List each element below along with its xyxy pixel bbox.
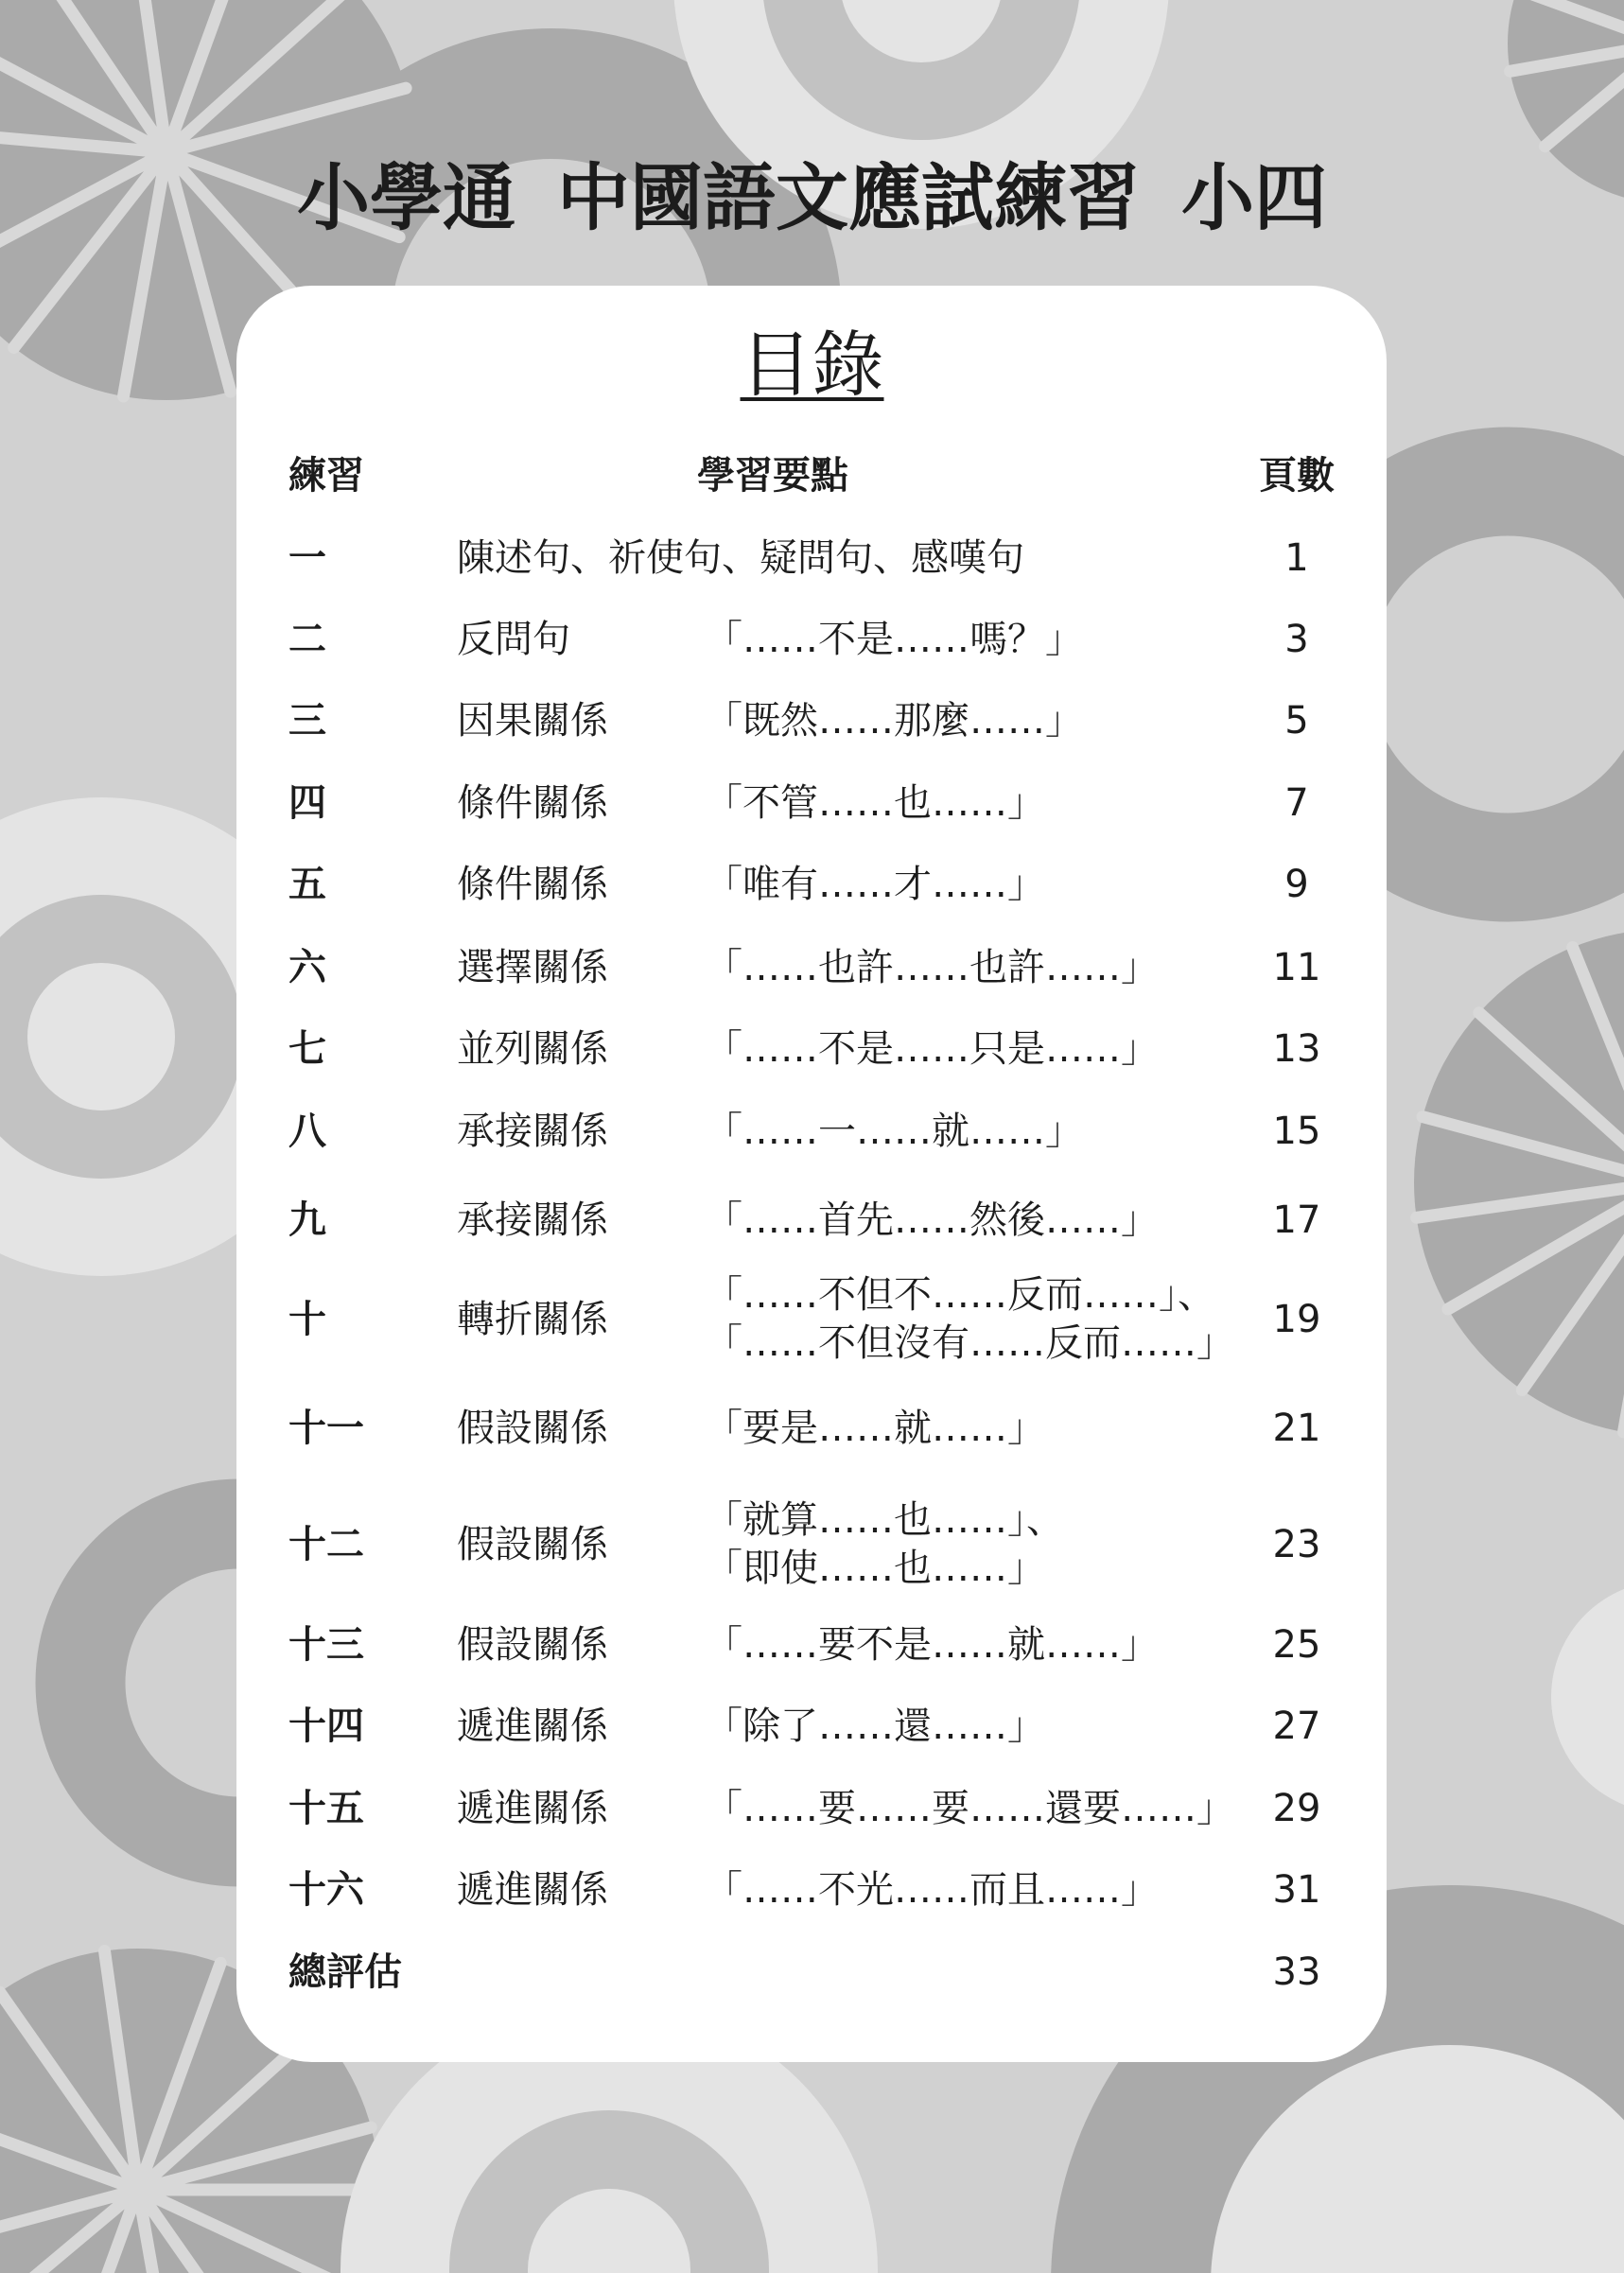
exercise-label: 十 bbox=[288, 1297, 326, 1341]
sentence-pattern-line: 「除了……還……」 bbox=[705, 1704, 1045, 1748]
sentence-pattern bbox=[705, 673, 1083, 768]
page-number: 15 bbox=[1272, 1109, 1321, 1153]
exercise-label: 八 bbox=[288, 1109, 326, 1153]
column-header-page: 頁數 bbox=[1259, 453, 1335, 498]
sentence-pattern-line: 「就算……也……」、 bbox=[705, 1498, 1064, 1542]
toc-row bbox=[0, 1497, 1624, 1592]
toc-row bbox=[0, 837, 1624, 932]
sentence-pattern bbox=[705, 1272, 1234, 1367]
sentence-pattern-line: 「……不但不……反而……」、 bbox=[705, 1273, 1215, 1317]
book-title bbox=[0, 157, 1624, 242]
exercise-label: 九 bbox=[288, 1198, 326, 1242]
book-title-grade: 小四 bbox=[1181, 157, 1327, 241]
sentence-pattern-line: 「要是……就……」 bbox=[705, 1406, 1045, 1450]
focus-topic: 選擇關係 bbox=[457, 945, 608, 989]
sentence-pattern bbox=[705, 1497, 1064, 1592]
sentence-pattern bbox=[705, 1598, 1159, 1692]
exercise-label: 十五 bbox=[288, 1786, 364, 1830]
focus-topic: 反問句 bbox=[457, 617, 570, 661]
sentence-pattern-line: 「……不但沒有……反而……」 bbox=[705, 1321, 1234, 1365]
page-number: 17 bbox=[1272, 1198, 1321, 1242]
exercise-label: 六 bbox=[288, 945, 326, 989]
sentence-pattern-line: 「……不是……嗎？」 bbox=[705, 617, 1083, 661]
focus-topic: 因果關係 bbox=[457, 698, 608, 743]
exercise-label: 四 bbox=[288, 780, 326, 825]
sentence-pattern bbox=[705, 756, 1045, 850]
focus-topic: 承接關係 bbox=[457, 1198, 608, 1242]
toc-heading bbox=[0, 318, 1624, 412]
toc-row bbox=[0, 1381, 1624, 1476]
page-number: 19 bbox=[1272, 1297, 1321, 1341]
toc-row bbox=[0, 511, 1624, 605]
column-header-focus: 學習要點 bbox=[697, 453, 848, 498]
toc-row bbox=[0, 592, 1624, 687]
page-number: 11 bbox=[1272, 945, 1321, 989]
focus-topic: 轉折關係 bbox=[457, 1297, 608, 1341]
page-number: 9 bbox=[1284, 862, 1309, 906]
sentence-pattern bbox=[705, 920, 1159, 1015]
column-header-exercise: 練習 bbox=[288, 453, 364, 498]
sentence-pattern-line: 「不管……也……」 bbox=[705, 780, 1045, 825]
focus-topic: 假設關係 bbox=[457, 1622, 608, 1667]
toc-heading-text: 目錄 bbox=[740, 323, 884, 407]
page-number: 21 bbox=[1272, 1406, 1321, 1450]
page-number: 7 bbox=[1284, 780, 1309, 825]
sentence-pattern-line: 「即使……也……」 bbox=[705, 1547, 1045, 1590]
toc-row bbox=[0, 1084, 1624, 1179]
sentence-pattern-line: 「……不是……只是……」 bbox=[705, 1026, 1159, 1071]
sentence-pattern bbox=[705, 1843, 1159, 1937]
focus-topic: 條件關係 bbox=[457, 862, 608, 906]
focus-topic: 條件關係 bbox=[457, 780, 608, 825]
toc-row bbox=[0, 1598, 1624, 1692]
sentence-pattern bbox=[705, 837, 1045, 932]
sentence-pattern-line: 「……首先……然後……」 bbox=[705, 1198, 1159, 1242]
exercise-label: 十一 bbox=[288, 1406, 364, 1450]
sentence-pattern bbox=[705, 592, 1083, 687]
page-number: 3 bbox=[1284, 617, 1309, 661]
sentence-pattern bbox=[705, 1679, 1045, 1774]
exercise-label: 總評估 bbox=[288, 1950, 402, 1994]
toc-row bbox=[0, 920, 1624, 1015]
sentence-pattern bbox=[705, 1761, 1234, 1856]
page-number: 13 bbox=[1272, 1026, 1321, 1071]
page-number: 33 bbox=[1272, 1950, 1321, 1994]
exercise-label: 三 bbox=[288, 698, 326, 743]
focus-topic: 遞進關係 bbox=[457, 1786, 608, 1830]
page-number: 29 bbox=[1272, 1786, 1321, 1830]
toc-row bbox=[0, 756, 1624, 850]
toc-row bbox=[0, 1002, 1624, 1096]
book-title-series: 小學通 bbox=[297, 157, 515, 241]
sentence-pattern bbox=[705, 1173, 1159, 1268]
sentence-pattern bbox=[705, 1084, 1083, 1179]
toc-row bbox=[0, 673, 1624, 768]
toc-row bbox=[0, 1925, 1624, 2019]
page-number: 5 bbox=[1284, 698, 1309, 743]
page-number: 25 bbox=[1272, 1622, 1321, 1667]
toc-row bbox=[0, 1272, 1624, 1367]
toc-column-headers bbox=[0, 428, 1624, 523]
focus-topic: 並列關係 bbox=[457, 1026, 608, 1071]
toc-row bbox=[0, 1843, 1624, 1937]
book-title-subject: 中國語文應試練習 bbox=[557, 157, 1140, 241]
toc-row bbox=[0, 1679, 1624, 1774]
focus-topic: 遞進關係 bbox=[457, 1867, 608, 1912]
sentence-pattern-line: 「……要不是……就……」 bbox=[705, 1622, 1159, 1667]
sentence-pattern-line: 「……不光……而且……」 bbox=[705, 1867, 1159, 1912]
focus-topic: 陳述句、祈使句、疑問句、感嘆句 bbox=[457, 535, 1024, 580]
sentence-pattern-line: 「……也許……也許……」 bbox=[705, 945, 1159, 989]
exercise-label: 一 bbox=[288, 535, 326, 580]
page-number: 31 bbox=[1272, 1867, 1321, 1912]
exercise-label: 十三 bbox=[288, 1622, 364, 1667]
toc-row bbox=[0, 1761, 1624, 1856]
focus-topic: 假設關係 bbox=[457, 1406, 608, 1450]
focus-topic: 假設關係 bbox=[457, 1522, 608, 1566]
sentence-pattern-line: 「唯有……才……」 bbox=[705, 862, 1045, 906]
exercise-label: 七 bbox=[288, 1026, 326, 1071]
sentence-pattern-line: 「既然……那麼……」 bbox=[705, 698, 1083, 743]
focus-topic: 承接關係 bbox=[457, 1109, 608, 1153]
focus-topic: 遞進關係 bbox=[457, 1704, 608, 1748]
sentence-pattern bbox=[705, 1381, 1045, 1476]
exercise-label: 十六 bbox=[288, 1867, 364, 1912]
page-number: 27 bbox=[1272, 1704, 1321, 1748]
exercise-label: 五 bbox=[288, 862, 326, 906]
exercise-label: 二 bbox=[288, 617, 326, 661]
sentence-pattern-line: 「……一……就……」 bbox=[705, 1109, 1083, 1153]
exercise-label: 十二 bbox=[288, 1522, 364, 1566]
toc-row bbox=[0, 1173, 1624, 1268]
page-number: 1 bbox=[1284, 535, 1309, 580]
sentence-pattern-line: 「……要……要……還要……」 bbox=[705, 1786, 1234, 1830]
sentence-pattern bbox=[705, 1002, 1159, 1096]
page-number: 23 bbox=[1272, 1522, 1321, 1566]
exercise-label: 十四 bbox=[288, 1704, 364, 1748]
